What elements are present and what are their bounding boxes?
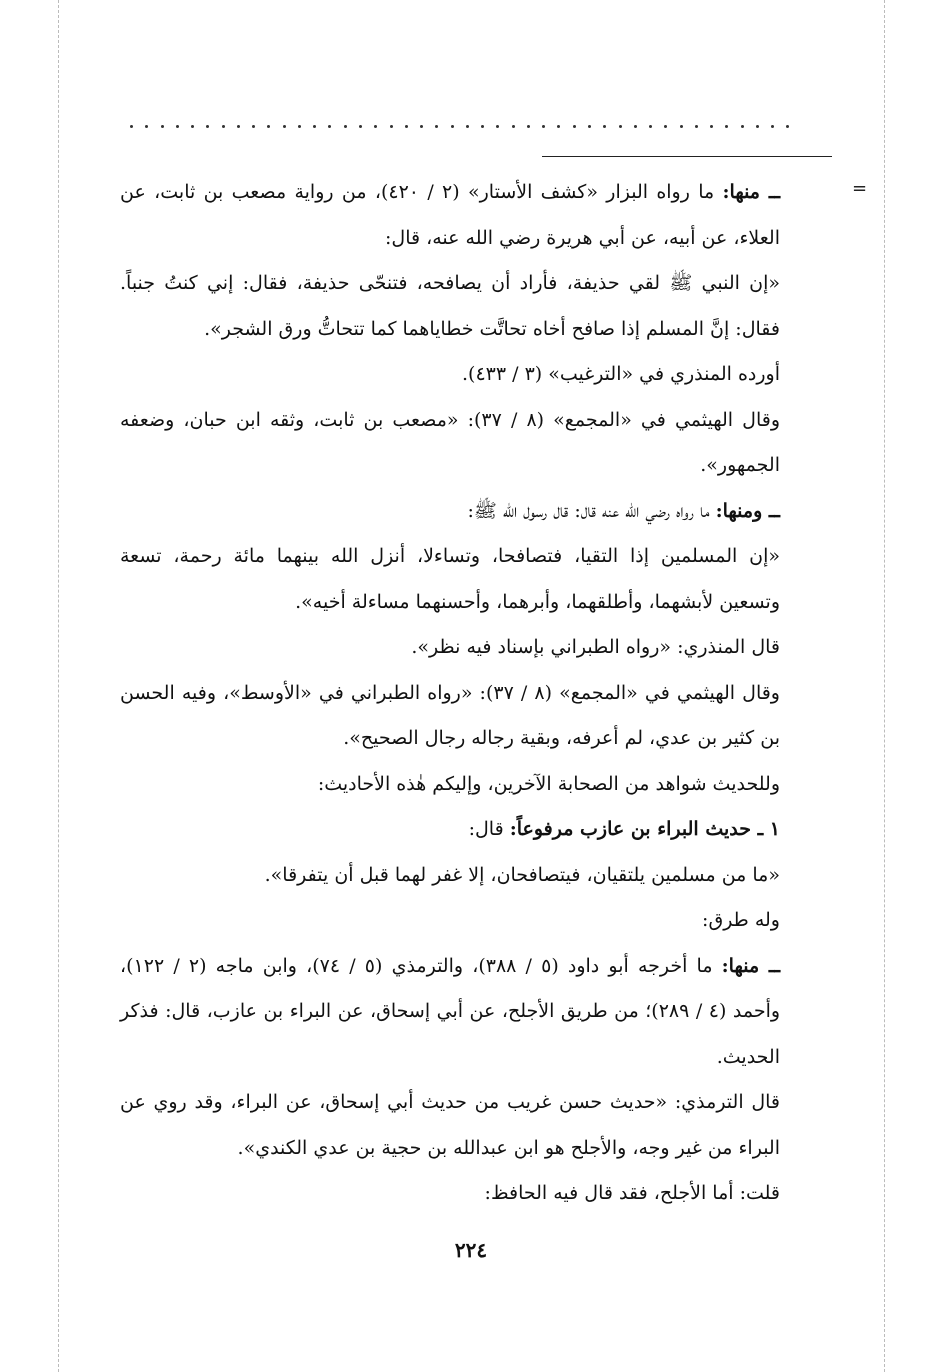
paragraph: «ما من مسلمين يلتقيان، فيتصافحان، إلا غفر لهما قبل أن يتفرقا». [264, 863, 780, 886]
footnote-rule [542, 156, 832, 157]
paragraph: ــ ومنها: ما رواه رضي الله عنه قال: قال رسول الله ﷺ: [467, 499, 780, 522]
paragraph: وللحديث شواهد من الصحابة الآخرين، وإليكم هٰذه الأحاديث: [317, 772, 780, 795]
paragraph: «إن النبي ﷺ لقي حذيفة، فأراد أن يصافحه، فتنحّى حذيفة، فقال: إني كنتُ جنباً. فقال: إنَّ المسلم إذا صافح أخاه تحاتَّت خطاياهما كما تتحاتُّ ورق الشجر». [120, 272, 780, 340]
footnote-text [120, 170, 780, 1217]
paragraph: ــ منها: ما أخرجه أبو داود (٥ / ٣٨٨)، والترمذي (٥ / ٧٤)، وابن ماجه (٢ / ١٢٢)، وأحمد (٤ / ٢٨٩)؛ من طريق الأجلح، عن أبي إسحاق، عن البراء بن عازب، قال: فذكر الحديث. [120, 954, 781, 1068]
paragraph: قلت: أما الأجلح، فقد قال فيه الحافظ: [484, 1182, 780, 1204]
paragraph: «إن المسلمين إذا التقيا، فتصافحا، وتساءلا، أنزل الله بينهما مائة رحمة، تسعة وتسعين لأبشهما، وأطلقهما، وأبرهما، وأحسنهما مساءلة أخيه». [120, 545, 780, 613]
page-number: ٢٢٤ [454, 1238, 488, 1262]
margin-line-right [884, 0, 885, 1372]
continuation-mark: = [852, 178, 868, 199]
dotted-separator [130, 116, 790, 136]
paragraph: أورده المنذري في «الترغيب» (٣ / ٤٣٣). [462, 363, 780, 385]
paragraph: وله طرق: [702, 909, 780, 931]
paragraph: قال المنذري: «رواه الطبراني بإسناد فيه نظر». [411, 636, 780, 658]
paragraph: ــ منها: ما رواه البزار «كشف الأستار» (٢ / ٤٢٠)، من رواية مصعب بن ثابت، عن العلاء، عن أبيه، عن أبي هريرة رضي الله عنه، قال: [120, 181, 781, 249]
paragraph: ١ ـ حديث البراء بن عازب مرفوعاً: قال: [468, 818, 780, 840]
margin-line-left [58, 0, 59, 1372]
paragraph: قال الترمذي: «حديث حسن غريب من حديث أبي إسحاق، عن البراء، وقد روي عن البراء من غير وجه، والأجلح هو ابن عبدالله بن حجية بن عدي الكندي». [120, 1091, 780, 1159]
paragraph: وقال الهيثمي في «المجمع» (٨ / ٣٧): «مصعب بن ثابت، وثقه ابن حبان، وضعفه الجمهور». [120, 408, 780, 476]
paragraph: وقال الهيثمي في «المجمع» (٨ / ٣٧): «رواه الطبراني في «الأوسط»، وفيه الحسن بن كثير بن عدي، لم أعرفه، وبقية رجاله رجال الصحيح». [120, 681, 780, 749]
